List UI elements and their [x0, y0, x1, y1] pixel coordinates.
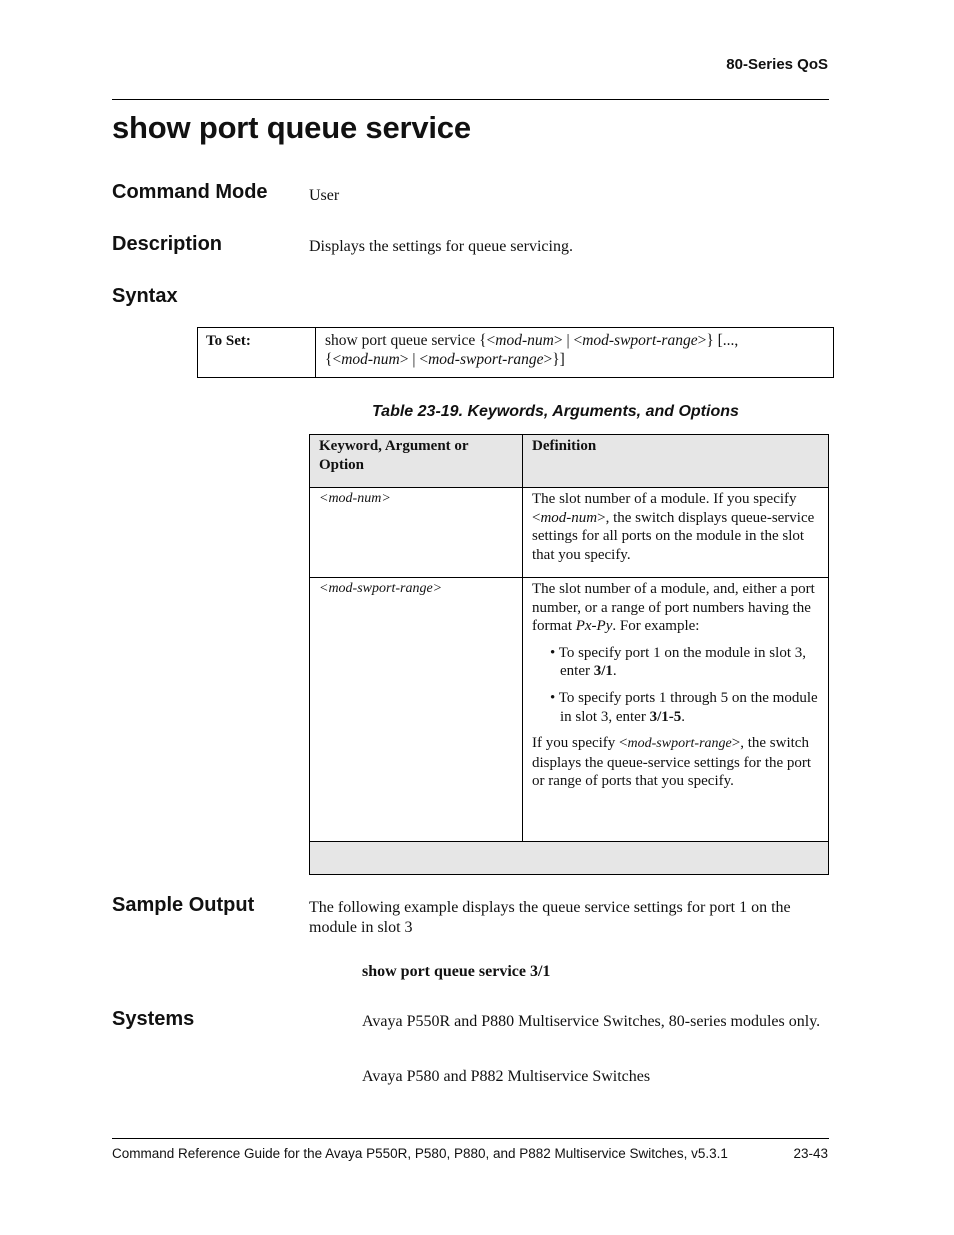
- page-number: 23-43: [793, 1146, 828, 1161]
- keyword-text: <mod-swport-range>: [319, 581, 443, 596]
- syntax-heading: Syntax: [112, 285, 178, 307]
- table-footer-cell: [310, 842, 829, 875]
- sample-command: show port queue service 3/1: [362, 963, 551, 980]
- page-title: show port queue service: [112, 110, 471, 145]
- syntax-text: show port queue service {<: [325, 332, 496, 349]
- syntax-arg: mod-swport-range: [582, 332, 698, 349]
- list-item: • To specify ports 1 through 5 on the module in slot 3, enter 3/1-5.: [550, 689, 818, 725]
- sample-output-text: The following example displays the queue service settings for port 1 on the module in slot 3: [309, 899, 791, 936]
- table-caption: Table 23-19. Keywords, Arguments, and Options: [372, 403, 739, 420]
- syntax-text: >}]: [543, 351, 565, 368]
- running-head: 80-Series QoS: [726, 56, 828, 73]
- systems-line-2: Avaya P580 and P882 Multiservice Switches: [362, 1068, 651, 1085]
- table-row: [310, 488, 829, 578]
- keyword-text: <mod-num>: [319, 491, 391, 506]
- syntax-text: > | <: [399, 351, 429, 368]
- syntax-text: >} [...,: [697, 332, 739, 349]
- table-header-row: [310, 435, 829, 488]
- syntax-line-1: [325, 331, 825, 350]
- syntax-arg: mod-num: [495, 332, 554, 349]
- syntax-box: [197, 327, 834, 378]
- systems-heading: Systems: [112, 1008, 195, 1030]
- keywords-table: [309, 434, 829, 875]
- footer-rule: [112, 1138, 829, 1139]
- keyword-cell: [310, 578, 523, 842]
- definition-cell: The slot number of a module, and, either a port number, or a range of port numbers having the format Px-Py. For example: • To specify port 1 on the module in slot 3, enter 3/1. • To specify ports 1 through 5 on the module in slot 3, enter 3/1-5. If you specify <mod-swport-range>, the switch displays the queue-service settings for the port or range of ports that you specify.: [523, 578, 829, 842]
- syntax-arg: mod-num: [341, 351, 400, 368]
- header-rule: [112, 99, 829, 100]
- description-text: Displays the settings for queue servicing.: [309, 238, 573, 255]
- description-heading: Description: [112, 233, 223, 255]
- table-header-cell: Keyword, Argument or Option: [310, 435, 523, 488]
- list-item: • To specify port 1 on the module in slot 3, enter 3/1.: [550, 644, 806, 680]
- syntax-text: {<: [325, 351, 342, 368]
- table-header-cell: Definition: [523, 435, 829, 488]
- definition-cell: The slot number of a module. If you specify <mod-num>, the switch displays queue-service settings for all ports on the module in the slot that you specify.: [523, 488, 829, 578]
- command-mode-heading: Command Mode: [112, 181, 268, 203]
- table-footer-row: [310, 842, 829, 875]
- syntax-arg: mod-swport-range: [428, 351, 544, 368]
- to-set-label: To Set:: [206, 333, 251, 349]
- syntax-text: > | <: [553, 332, 583, 349]
- syntax-line-2: [325, 350, 825, 369]
- table-row: [310, 578, 829, 842]
- sample-output-heading: Sample Output: [112, 894, 255, 916]
- footer-text: Command Reference Guide for the Avaya P550R, P580, P880, and P882 Multiservice Switches, v5.3.1: [112, 1146, 728, 1161]
- to-set-cell: [198, 328, 316, 377]
- syntax-command: [325, 331, 825, 369]
- systems-line-1: Avaya P550R and P880 Multiservice Switches, 80-series modules only.: [362, 1013, 821, 1030]
- command-mode-value: User: [309, 187, 340, 204]
- keyword-cell: [310, 488, 523, 578]
